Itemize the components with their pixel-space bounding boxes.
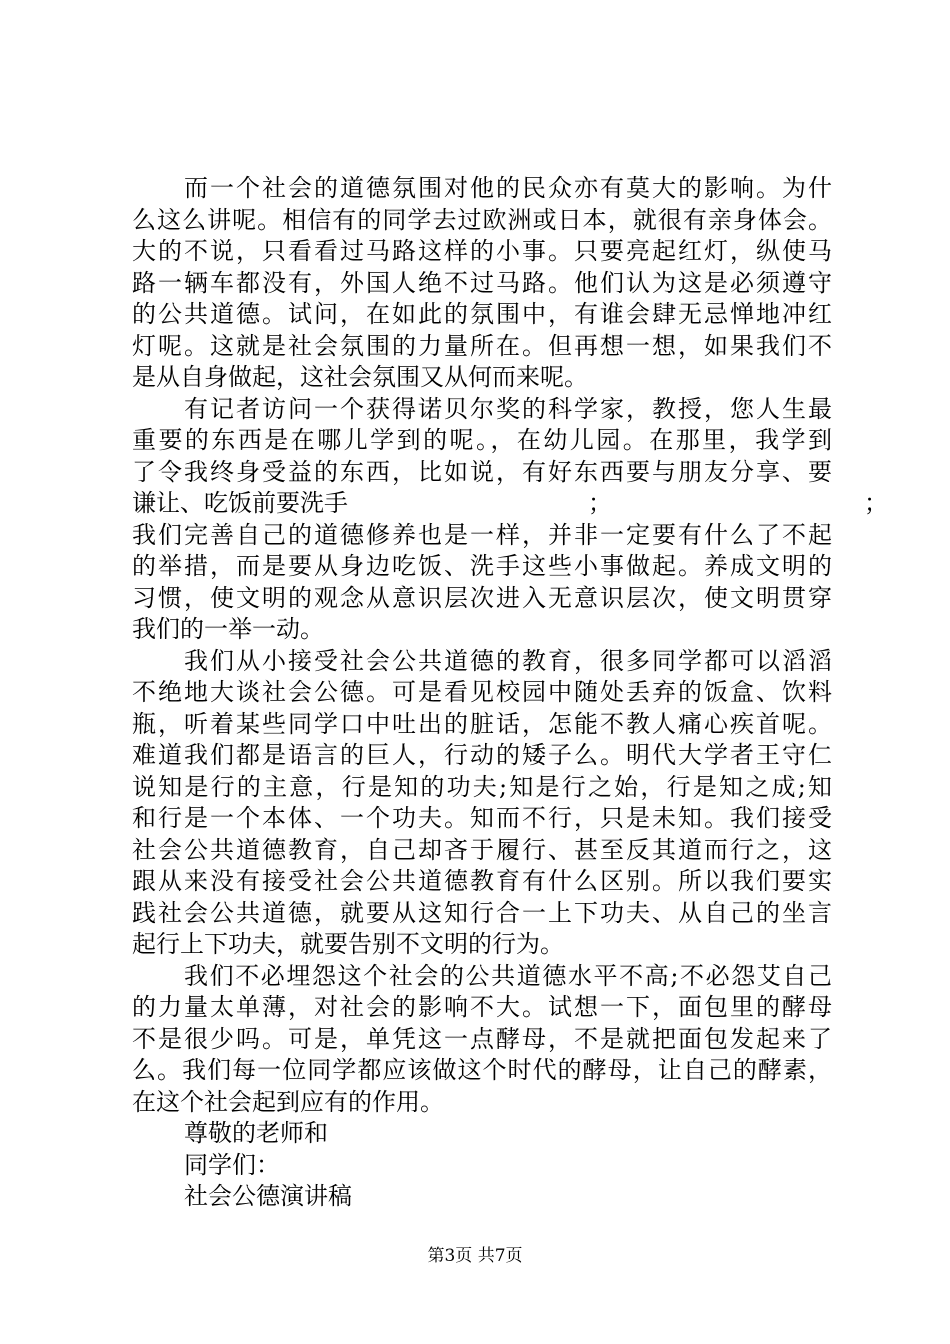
paragraph-line: 的力量太单薄，对社会的影响不大。试想一下，面包里的酵母 bbox=[132, 993, 832, 1021]
paragraph-line: 么。我们每一位同学都应该做这个时代的酵母，让自己的酵素， bbox=[132, 1056, 832, 1084]
paragraph-line: 重要的东西是在哪儿学到的呢。，在幼儿园。在那里，我学到 bbox=[132, 426, 832, 454]
paragraph-line: 我们从小接受社会公共道德的教育，很多同学都可以滔滔 bbox=[184, 646, 832, 675]
paragraph-line: 起行上下功夫，就要告别不文明的行为。 bbox=[132, 930, 564, 958]
closing-line: 尊敬的老师和 bbox=[184, 1119, 328, 1147]
paragraph-line: 谦让、吃饭前要洗手 ； ； bbox=[132, 489, 888, 517]
paragraph-line: 有记者访问一个获得诺贝尔奖的科学家，教授，您人生最 bbox=[184, 394, 832, 423]
closing-line: 社会公德演讲稿 bbox=[184, 1182, 352, 1210]
paragraph-line: 践社会公共道德，就要从这知行合一上下功夫、从自己的坐言 bbox=[132, 898, 832, 927]
paragraph-line: 不绝地大谈社会公德。可是看见校园中随处丢弃的饭盒、饮料 bbox=[132, 678, 832, 706]
paragraph-line: 是从自身做起，这社会氛围又从何而来呢。 bbox=[132, 363, 588, 391]
paragraph-line: 么这么讲呢。相信有的同学去过欧洲或日本，就很有亲身体会。 bbox=[132, 205, 832, 234]
closing-line: 同学们： bbox=[184, 1150, 280, 1179]
paragraph-line: 我们的一举一动。 bbox=[132, 615, 324, 643]
page-footer: 第3页 共7页 bbox=[427, 1246, 523, 1266]
paragraph-line: 了令我终身受益的东西，比如说，有好东西要与朋友分享、要 bbox=[132, 457, 832, 486]
paragraph-line: 灯呢。这就是社会氛围的力量所在。但再想一想，如果我们不 bbox=[132, 331, 832, 360]
paragraph-line: 大的不说，只看看过马路这样的小事。只要亮起红灯，纵使马 bbox=[132, 237, 832, 265]
paragraph-line: 而一个社会的道德氛围对他的民众亦有莫大的影响。为什 bbox=[184, 174, 832, 202]
paragraph-line: 习惯，使文明的观念从意识层次进入无意识层次，使文明贯穿 bbox=[132, 583, 832, 612]
paragraph-line: 说知是行的主意，行是知的功夫;知是行之始，行是知之成;知 bbox=[132, 772, 832, 801]
paragraph-line: 的举措，而是要从身边吃饭、洗手这些小事做起。养成文明的 bbox=[132, 552, 832, 580]
paragraph-line: 不是很少吗。可是，单凭这一点酵母，不是就把面包发起来了 bbox=[132, 1024, 832, 1053]
paragraph-line: 和行是一个本体、一个功夫。知而不行，只是未知。我们接受 bbox=[132, 804, 832, 832]
paragraph-line: 跟从来没有接受社会公共道德教育有什么区别。所以我们要实 bbox=[132, 867, 832, 895]
paragraph-line: 路一辆车都没有，外国人绝不过马路。他们认为这是必须遵守 bbox=[132, 268, 832, 297]
paragraph-line: 难道我们都是语言的巨人，行动的矮子么。明代大学者王守仁 bbox=[132, 741, 832, 769]
paragraph-line: 我们完善自己的道德修养也是一样，并非一定要有什么了不起 bbox=[132, 520, 832, 549]
paragraph-line: 我们不必埋怨这个社会的公共道德水平不高;不必怨艾自己 bbox=[184, 961, 832, 990]
paragraph-line: 瓶，听着某些同学口中吐出的脏话，怎能不教人痛心疾首呢。 bbox=[132, 709, 832, 738]
paragraph-line: 的公共道德。试问，在如此的氛围中，有谁会肆无忌惮地冲红 bbox=[132, 300, 832, 328]
paragraph-line: 社会公共道德教育，自己却吝于履行、甚至反其道而行之，这 bbox=[132, 835, 832, 864]
paragraph-line: 在这个社会起到应有的作用。 bbox=[132, 1087, 444, 1116]
